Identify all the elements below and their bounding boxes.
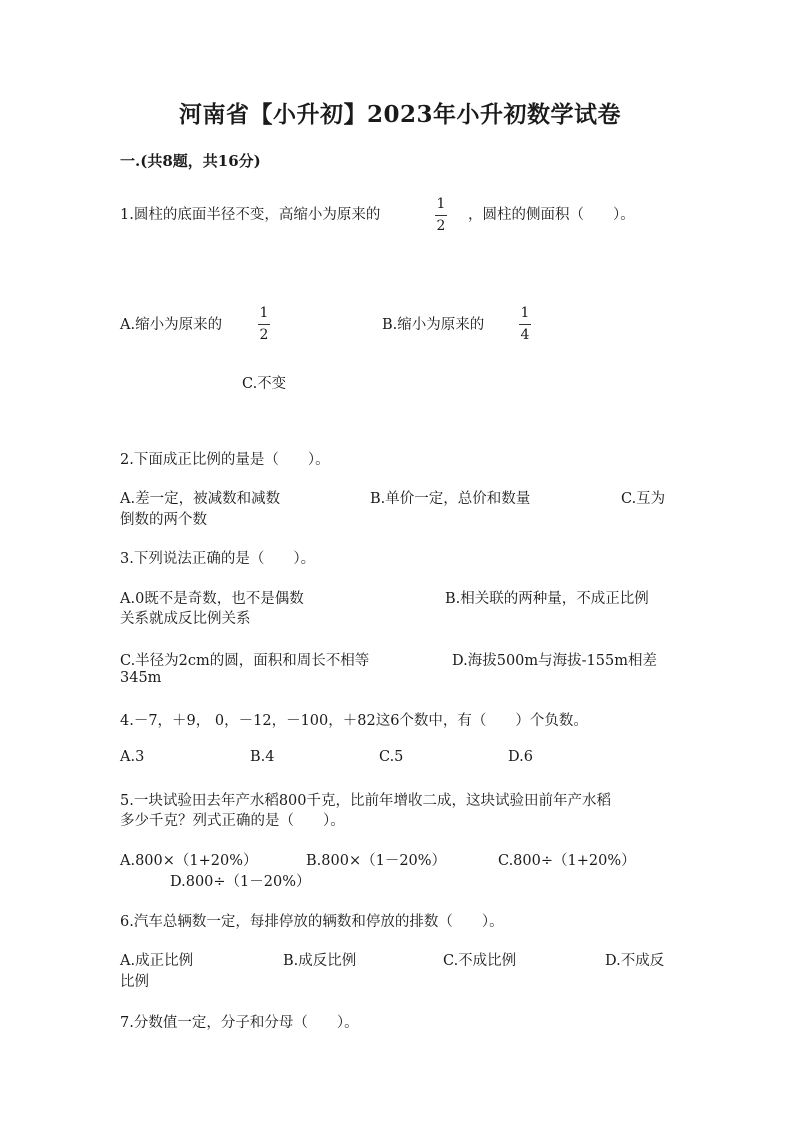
- fraction-numerator: 1: [259, 305, 269, 321]
- question-6-stem: 6.汽车总辆数一定，每排停放的辆数和停放的排数（ ）。: [120, 914, 504, 930]
- question-2-option-c-cont: 倒数的两个数: [120, 512, 207, 528]
- question-6-option-b: B.成反比例: [283, 953, 357, 969]
- question-3-option-d: D.海拔500m与海拔-155m相差: [452, 653, 657, 669]
- question-5-option-d: D.800÷（1－20%）: [170, 874, 311, 890]
- fraction-denominator: 2: [436, 218, 446, 234]
- question-5-option-c: C.800÷（1+20%）: [498, 853, 636, 869]
- fraction-denominator: 2: [259, 327, 269, 343]
- option-a-fraction: [257, 306, 271, 342]
- question-4-option-c: C.5: [379, 749, 404, 765]
- question-2-stem: 2.下面成正比例的量是（ ）。: [120, 452, 330, 468]
- question-5-option-a: A.800×（1+20%）: [120, 853, 258, 869]
- question-6-option-c: C.不成比例: [443, 953, 517, 969]
- question-5-option-b: B.800×（1－20%）: [306, 853, 447, 869]
- question-7-stem: 7.分数值一定，分子和分母（ ）。: [120, 1015, 359, 1031]
- option-b-fraction: [518, 306, 532, 342]
- fraction-numerator: 1: [520, 305, 530, 321]
- question-2-option-b: B.单价一定，总价和数量: [370, 491, 531, 507]
- question-3-option-c: C.半径为2cm的圆，面积和周长不相等: [120, 653, 370, 669]
- question-3-option-d-cont: 345m: [120, 670, 162, 686]
- fraction-denominator: 4: [520, 327, 530, 343]
- question-6-option-a: A.成正比例: [120, 953, 194, 969]
- question-6-option-d: D.不成反: [605, 953, 665, 969]
- question-1-fraction: [434, 197, 448, 233]
- fraction-numerator: 1: [436, 196, 446, 212]
- question-4-option-b: B.4: [250, 749, 275, 765]
- question-4-stem: 4.－7，＋9， 0，－12，－100，＋82这6个数中，有（ ）个负数。: [120, 713, 588, 729]
- question-2-option-a: A.差一定，被减数和减数: [120, 491, 281, 507]
- fraction-bar: [258, 324, 270, 325]
- question-6-option-d-cont: 比例: [120, 974, 149, 990]
- question-1-option-a: A.缩小为原来的: [120, 317, 223, 333]
- question-1-option-c: C.不变: [242, 376, 287, 392]
- question-3-option-b-cont: 关系就成反比例关系: [120, 611, 251, 627]
- question-3-option-b: B.相关联的两种量，不成正比例: [445, 591, 649, 607]
- section-heading: 一.(共8题，共16分): [120, 152, 261, 170]
- page-title: 河南省【小升初】2023年小升初数学试卷: [178, 101, 621, 128]
- fraction-bar: [435, 215, 447, 216]
- question-2-option-c: C.互为: [621, 491, 666, 507]
- question-1-stem-b: ，圆柱的侧面积（ ）。: [468, 207, 635, 223]
- question-1-option-b: B.缩小为原来的: [382, 317, 485, 333]
- fraction-bar: [519, 324, 531, 325]
- question-1-stem-a: 1.圆柱的底面半径不变，高缩小为原来的: [120, 207, 381, 223]
- question-4-option-d: D.6: [508, 749, 533, 765]
- question-3-option-a: A.0既不是奇数，也不是偶数: [120, 591, 304, 607]
- question-5-stem: 5.一块试验田去年产水稻800千克，比前年增收二成，这块试验田前年产水稻: [120, 793, 612, 809]
- question-4-option-a: A.3: [120, 749, 145, 765]
- question-5-stem-cont: 多少千克？列式正确的是（ ）。: [120, 813, 345, 829]
- question-3-stem: 3.下列说法正确的是（ ）。: [120, 551, 316, 567]
